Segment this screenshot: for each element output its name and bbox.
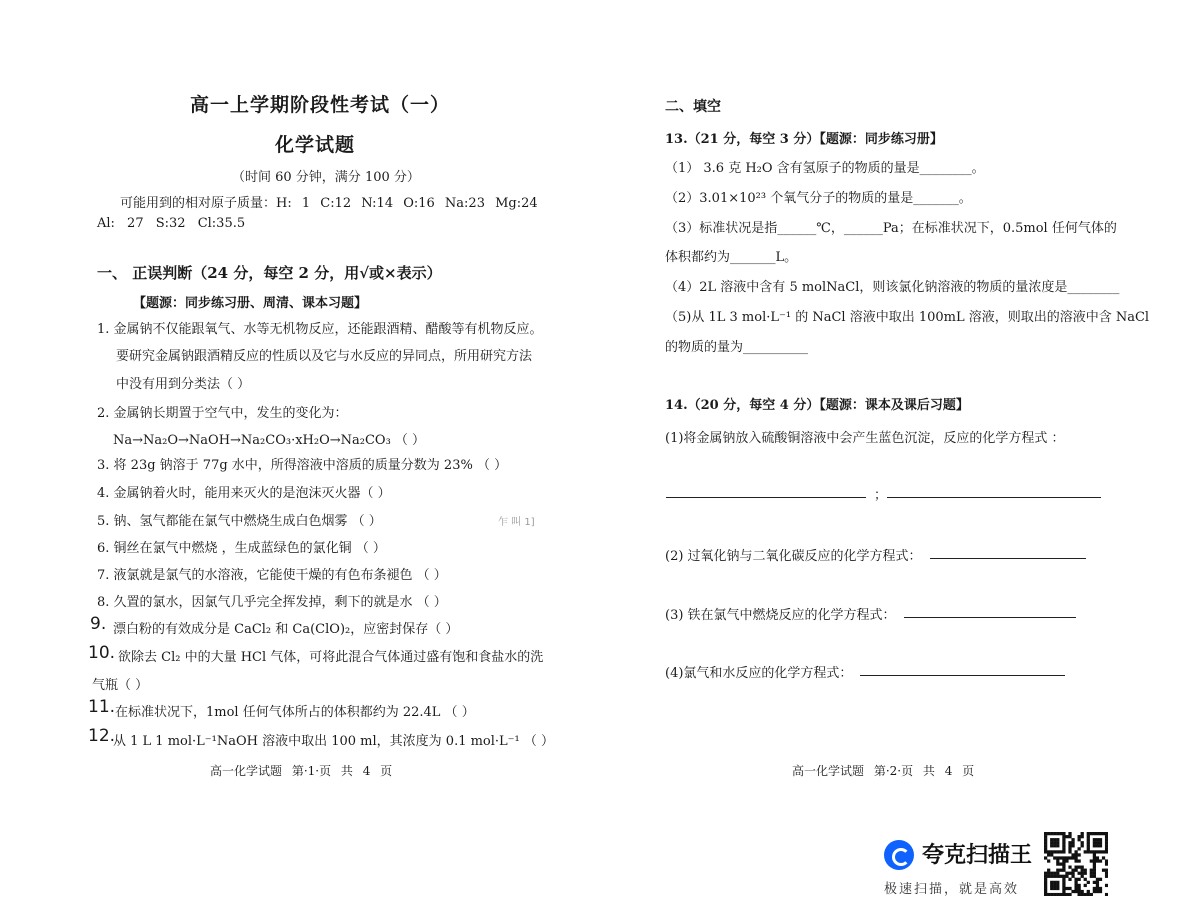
qr-module <box>1047 893 1050 896</box>
qr-module <box>1053 850 1056 853</box>
qr-module <box>1074 866 1077 869</box>
qr-module <box>1056 887 1059 890</box>
qr-module <box>1068 878 1071 881</box>
qr-module <box>1087 832 1090 835</box>
qr-module <box>1081 893 1084 896</box>
question-14-part-4: (4)氯气和水反应的化学方程式： <box>665 666 853 681</box>
qr-module <box>1099 850 1102 853</box>
qr-module <box>1093 844 1096 847</box>
qr-module <box>1056 841 1059 844</box>
qr-module <box>1071 890 1074 893</box>
question-10-line-2: 气瓶（ ） <box>92 678 149 693</box>
qr-module <box>1056 838 1059 841</box>
exam-page-2 <box>600 0 1200 909</box>
qr-module <box>1093 875 1096 878</box>
qr-module <box>1047 859 1050 862</box>
qr-module <box>1096 856 1099 859</box>
question-3: 3. 将 23g 钠溶于 77g 水中，所得溶液中溶质的质量分数为 23% （ ） <box>97 458 508 473</box>
qr-module <box>1090 859 1093 862</box>
qr-module <box>1105 847 1108 850</box>
qr-module <box>1062 859 1065 862</box>
page-1-footer: 高一化学试题 第·1·页 共 4 页 <box>210 764 393 778</box>
question-12-number: 12. <box>88 726 116 746</box>
question-2-line-2: Na→Na₂O→NaOH→Na₂CO₃·xH₂O→Na₂CO₃ （ ） <box>113 433 426 448</box>
qr-module <box>1078 835 1081 838</box>
qr-module <box>1053 838 1056 841</box>
qr-module <box>1062 887 1065 890</box>
qr-module <box>1093 841 1096 844</box>
qr-module <box>1102 856 1105 859</box>
qr-module <box>1093 838 1096 841</box>
qr-module <box>1078 859 1081 862</box>
qr-module <box>1050 884 1053 887</box>
qr-module <box>1093 881 1096 884</box>
qr-module <box>1044 835 1047 838</box>
qr-module <box>1084 869 1087 872</box>
qr-module <box>1081 872 1084 875</box>
qr-module <box>1062 893 1065 896</box>
qr-module <box>1056 844 1059 847</box>
qr-module <box>1071 838 1074 841</box>
qr-module <box>1096 881 1099 884</box>
qr-module <box>1050 841 1053 844</box>
qr-module <box>1102 850 1105 853</box>
qr-module <box>1078 872 1081 875</box>
qr-module <box>1096 844 1099 847</box>
qr-module <box>1081 844 1084 847</box>
qr-module <box>1065 859 1068 862</box>
qr-module <box>1053 887 1056 890</box>
answer-line-14-4 <box>860 675 1065 676</box>
qr-module <box>1044 832 1047 835</box>
qr-module <box>1074 859 1077 862</box>
question-11: 在标准状况下，1mol 任何气体所占的体积都约为 22.4L （ ） <box>115 705 475 720</box>
question-8: 8. 久置的氯水，因氯气几乎完全挥发掉，剩下的就是水 （ ） <box>97 595 447 610</box>
qr-module <box>1056 856 1059 859</box>
qr-module <box>1096 859 1099 862</box>
qr-code-graphic <box>1044 832 1108 896</box>
qr-module <box>1105 872 1108 875</box>
qr-module <box>1062 862 1065 865</box>
section2-title: 二、填空 <box>665 99 721 115</box>
qr-module <box>1105 832 1108 835</box>
atomic-mass-line-1: 可能用到的相对原子质量：H: 1 C:12 N:14 O:16 Na:23 Mg:24 <box>120 196 538 211</box>
qr-module <box>1096 887 1099 890</box>
qr-module <box>1056 893 1059 896</box>
qr-module <box>1093 887 1096 890</box>
qr-module <box>1102 869 1105 872</box>
qr-module <box>1062 841 1065 844</box>
qr-module <box>1105 862 1108 865</box>
question-4: 4. 金属钠着火时，能用来灭火的是泡沫灭火器（ ） <box>97 486 391 501</box>
qr-module <box>1105 893 1108 896</box>
qr-module <box>1071 869 1074 872</box>
question-10-line-1: 欲除去 Cl₂ 中的大量 HCl 气体，可将此混合气体通过盛有饱和食盐水的洗 <box>118 650 544 665</box>
qr-module <box>1062 881 1065 884</box>
qr-module <box>1065 835 1068 838</box>
qr-module <box>1099 887 1102 890</box>
qr-module <box>1093 850 1096 853</box>
qr-module <box>1065 875 1068 878</box>
qr-module <box>1084 872 1087 875</box>
qr-module <box>1078 853 1081 856</box>
qr-module <box>1068 835 1071 838</box>
question-13-part-3b: 体积都约为_______L。 <box>665 250 798 265</box>
qr-module <box>1050 881 1053 884</box>
qr-module <box>1071 875 1074 878</box>
qr-module <box>1078 884 1081 887</box>
qr-module <box>1062 847 1065 850</box>
qr-module <box>1065 893 1068 896</box>
qr-module <box>1044 878 1047 881</box>
qr-module <box>1047 850 1050 853</box>
qr-module <box>1062 869 1065 872</box>
qr-module <box>1081 832 1084 835</box>
question-13-part-5b: 的物质的量为__________ <box>665 340 809 355</box>
qr-module <box>1044 850 1047 853</box>
qr-module <box>1053 841 1056 844</box>
qr-module <box>1050 850 1053 853</box>
qr-module <box>1053 844 1056 847</box>
qr-module <box>1056 869 1059 872</box>
question-1-line-2: 要研究金属钠跟酒精反应的性质以及它与水反应的异同点，所用研究方法 <box>116 349 533 364</box>
question-2-line-1: 2. 金属钠长期置于空气中，发生的变化为： <box>97 406 348 421</box>
qr-module <box>1062 884 1065 887</box>
qr-module <box>1105 835 1108 838</box>
qr-module <box>1068 841 1071 844</box>
qr-module <box>1056 862 1059 865</box>
qr-module <box>1084 893 1087 896</box>
qr-module <box>1059 862 1062 865</box>
scanner-slogan: 极速扫描，就是高效 <box>884 882 1020 897</box>
qr-module <box>1078 893 1081 896</box>
qr-module <box>1050 853 1053 856</box>
qr-module <box>1093 869 1096 872</box>
qr-module <box>1050 875 1053 878</box>
qr-module <box>1062 866 1065 869</box>
qr-module <box>1068 872 1071 875</box>
qr-module <box>1096 832 1099 835</box>
qr-module <box>1044 890 1047 893</box>
qr-module <box>1056 872 1059 875</box>
qr-module <box>1074 884 1077 887</box>
qr-module <box>1074 869 1077 872</box>
exam-subtitle: 化学试题 <box>275 134 356 156</box>
scanner-logo-icon <box>884 840 914 870</box>
question-13-part-2: （2）3.01×10²³ 个氧气分子的物质的量是_______。 <box>665 191 972 206</box>
question-13-part-3: （3）标准状况是指______℃，______Pa；在标准状况下，0.5mol 任何气体的 <box>665 221 1117 236</box>
qr-module <box>1044 887 1047 890</box>
qr-module <box>1074 853 1077 856</box>
qr-module <box>1047 832 1050 835</box>
qr-module <box>1105 875 1108 878</box>
qr-module <box>1062 878 1065 881</box>
question-14-part-1: (1)将金属钠放入硫酸铜溶液中会产生蓝色沉淀，反应的化学方程式 ： <box>665 431 1065 446</box>
qr-module <box>1044 875 1047 878</box>
qr-module <box>1105 869 1108 872</box>
qr-module <box>1087 881 1090 884</box>
question-5: 5. 钠、氢气都能在氯气中燃烧生成白色烟雾 （ ） <box>97 514 382 529</box>
qr-module <box>1050 844 1053 847</box>
qr-module <box>1099 838 1102 841</box>
qr-module <box>1105 838 1108 841</box>
qr-module <box>1071 841 1074 844</box>
qr-module <box>1105 841 1108 844</box>
qr-module <box>1053 881 1056 884</box>
qr-module <box>1053 832 1056 835</box>
qr-module <box>1087 841 1090 844</box>
qr-module <box>1096 850 1099 853</box>
qr-module <box>1099 832 1102 835</box>
qr-module <box>1087 850 1090 853</box>
qr-module <box>1053 856 1056 859</box>
scanner-brand-name: 夸克扫描王 <box>922 843 1033 868</box>
qr-module <box>1093 890 1096 893</box>
answer-separator: ； <box>874 488 888 503</box>
qr-module <box>1087 835 1090 838</box>
qr-module <box>1099 878 1102 881</box>
qr-module <box>1093 866 1096 869</box>
qr-module <box>1099 859 1102 862</box>
qr-module <box>1078 847 1081 850</box>
qr-module <box>1053 872 1056 875</box>
answer-line-14-1b <box>887 497 1101 498</box>
qr-module <box>1056 884 1059 887</box>
qr-module <box>1044 893 1047 896</box>
qr-module <box>1059 869 1062 872</box>
atomic-mass-line-2: Al: 27 S:32 Cl:35.5 <box>97 216 246 231</box>
question-13-part-1: （1） 3.6 克 H₂O 含有氢原子的物质的量是________。 <box>665 161 985 176</box>
qr-module <box>1068 887 1071 890</box>
question-1-line-3: 中没有用到分类法（ ） <box>116 377 251 392</box>
qr-module <box>1062 832 1065 835</box>
question-6: 6. 铜丝在氯气中燃烧 ，生成蓝绿色的氯化铜 （ ） <box>97 541 386 556</box>
qr-module <box>1053 893 1056 896</box>
qr-module <box>1059 850 1062 853</box>
qr-module <box>1053 875 1056 878</box>
qr-module <box>1074 878 1077 881</box>
qr-module <box>1062 835 1065 838</box>
qr-module <box>1065 872 1068 875</box>
qr-module <box>1056 832 1059 835</box>
question-13-part-5: （5)从 1L 3 mol·L⁻¹ 的 NaCl 溶液中取出 100mL 溶液，则取出的溶液中含 NaCl <box>665 310 1150 325</box>
qr-module <box>1068 844 1071 847</box>
qr-module <box>1081 841 1084 844</box>
exam-title: 高一上学期阶段性考试（一） <box>190 94 451 116</box>
question-7: 7. 液氯就是氯气的水溶液，它能使干燥的有色布条褪色 （ ） <box>97 568 447 583</box>
qr-module <box>1047 853 1050 856</box>
qr-module <box>1074 881 1077 884</box>
qr-module <box>1071 872 1074 875</box>
qr-module <box>1093 832 1096 835</box>
page-2-footer: 高一化学试题 第·2·页 共 4 页 <box>792 764 975 778</box>
qr-module <box>1081 866 1084 869</box>
qr-module <box>1090 875 1093 878</box>
qr-module <box>1044 856 1047 859</box>
qr-module <box>1093 872 1096 875</box>
qr-module <box>1105 884 1108 887</box>
qr-module <box>1102 832 1105 835</box>
qr-module <box>1059 875 1062 878</box>
qr-module <box>1099 841 1102 844</box>
section1-source: 【题源：同步练习册、周清、课本习题】 <box>133 296 368 311</box>
qr-module <box>1081 869 1084 872</box>
qr-module <box>1096 884 1099 887</box>
qr-module <box>1071 853 1074 856</box>
section1-title: 一、 正误判断（24 分，每空 2 分，用√或×表示） <box>97 264 442 282</box>
question-10-number: 10. <box>88 643 116 663</box>
qr-module <box>1068 850 1071 853</box>
qr-module <box>1059 856 1062 859</box>
qr-module <box>1078 887 1081 890</box>
qr-module <box>1084 878 1087 881</box>
qr-module <box>1105 844 1108 847</box>
qr-module <box>1044 881 1047 884</box>
qr-module <box>1047 875 1050 878</box>
time-info: （时间 60 分钟，满分 100 分） <box>232 170 420 185</box>
qr-module <box>1078 866 1081 869</box>
qr-module <box>1087 890 1090 893</box>
qr-module <box>1044 838 1047 841</box>
qr-module <box>1068 856 1071 859</box>
qr-module <box>1050 832 1053 835</box>
qr-module <box>1090 893 1093 896</box>
qr-module <box>1062 856 1065 859</box>
qr-module <box>1084 850 1087 853</box>
qr-module <box>1087 838 1090 841</box>
qr-module <box>1090 850 1093 853</box>
qr-module <box>1078 890 1081 893</box>
qr-module <box>1068 866 1071 869</box>
qr-module <box>1047 872 1050 875</box>
qr-module <box>1050 887 1053 890</box>
qr-module <box>1062 850 1065 853</box>
qr-module <box>1068 832 1071 835</box>
qr-module <box>1047 869 1050 872</box>
answer-line-14-1a <box>666 497 866 498</box>
qr-module <box>1044 844 1047 847</box>
question-1-line-1: 1. 金属钠不仅能跟氧气、水等无机物反应，还能跟酒精、醋酸等有机物反应。 <box>97 322 543 337</box>
qr-module <box>1068 893 1071 896</box>
qr-module <box>1081 875 1084 878</box>
qr-module <box>1056 881 1059 884</box>
qr-module <box>1105 850 1108 853</box>
qr-module <box>1071 856 1074 859</box>
qr-module <box>1044 884 1047 887</box>
qr-module <box>1090 832 1093 835</box>
qr-module <box>1096 838 1099 841</box>
qr-module <box>1093 856 1096 859</box>
qr-module <box>1074 856 1077 859</box>
qr-module <box>1062 844 1065 847</box>
qr-module <box>1056 850 1059 853</box>
question-13-header: 13.（21 分，每空 3 分）【题源：同步练习册】 <box>665 132 943 147</box>
qr-module <box>1044 841 1047 844</box>
qr-module <box>1059 832 1062 835</box>
qr-module <box>1099 890 1102 893</box>
qr-code-icon <box>1044 832 1108 896</box>
question-9: 漂白粉的有效成分是 CaCl₂ 和 Ca(ClO)₂，应密封保存（ ） <box>113 622 459 637</box>
qr-module <box>1065 887 1068 890</box>
qr-module <box>1093 859 1096 862</box>
question-9-number: 9. <box>90 614 107 634</box>
answer-line-14-2 <box>930 558 1086 559</box>
qr-module <box>1096 878 1099 881</box>
qr-module <box>1056 859 1059 862</box>
qr-module <box>1078 878 1081 881</box>
qr-module <box>1096 890 1099 893</box>
question-14-part-3: (3) 铁在氯气中燃烧反应的化学方程式： <box>665 608 896 623</box>
qr-module <box>1071 844 1074 847</box>
qr-module <box>1093 862 1096 865</box>
qr-module <box>1078 838 1081 841</box>
qr-module <box>1062 875 1065 878</box>
qr-module <box>1074 890 1077 893</box>
qr-module <box>1044 872 1047 875</box>
question-14-part-2: (2) 过氧化钠与二氧化碳反应的化学方程式： <box>665 549 922 564</box>
qr-module <box>1087 844 1090 847</box>
pencil-scribble: 乍 叫 1] <box>498 517 535 528</box>
qr-module <box>1093 853 1096 856</box>
question-14-header: 14.（20 分，每空 4 分）【题源：课本及课后习题】 <box>665 398 969 413</box>
qr-module <box>1087 893 1090 896</box>
qr-module <box>1050 838 1053 841</box>
qr-module <box>1087 847 1090 850</box>
question-12: 从 1 L 1 mol·L⁻¹NaOH 溶液中取出 100 ml，其浓度为 0.1 mol·L⁻¹ （ ） <box>113 734 555 749</box>
question-13-part-4: （4）2L 溶液中含有 5 molNaCl，则该氯化钠溶液的物质的量浓度是________ <box>665 280 1120 295</box>
qr-module <box>1056 875 1059 878</box>
qr-module <box>1062 890 1065 893</box>
answer-line-14-3 <box>904 617 1076 618</box>
qr-module <box>1053 884 1056 887</box>
qr-module <box>1062 838 1065 841</box>
question-11-number: 11. <box>88 697 116 717</box>
qr-module <box>1074 850 1077 853</box>
qr-module <box>1068 847 1071 850</box>
qr-module <box>1099 844 1102 847</box>
qr-module <box>1074 887 1077 890</box>
qr-module <box>1096 841 1099 844</box>
qr-module <box>1090 869 1093 872</box>
qr-module <box>1065 856 1068 859</box>
qr-module <box>1090 872 1093 875</box>
qr-module <box>1081 890 1084 893</box>
qr-module <box>1059 893 1062 896</box>
qr-module <box>1050 872 1053 875</box>
qr-module <box>1044 847 1047 850</box>
qr-module <box>1081 835 1084 838</box>
qr-module <box>1084 884 1087 887</box>
qr-module <box>1050 893 1053 896</box>
qr-module <box>1105 859 1108 862</box>
